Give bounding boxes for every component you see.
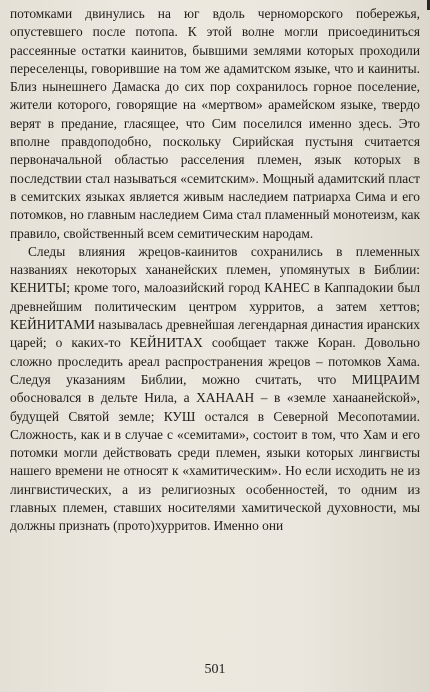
page-number: 501 bbox=[204, 662, 226, 677]
paragraph-1: потомками двинулись на юг вдоль черноморского побережья, опустевшего после потопа. К этой волне могли присоединиться рассеянные остатки каинитов, бывшими землями которых проходили переселенцы, говорившие на том же адамитском языке, что и каиниты. Близ нынешнего Дамаска до сих пор сохранилось горное поселение, жители которого, говорящие на «мертвом» арамейском языке, твердо верят в предание, гласящее, что Сим поселился именно здесь. Это вполне правдоподобно, поскольку Сирийская пустыня считается первоначальной областью расселения племен, язык которых в последствии стал называться «семитским». Мощный адамитский пласт в семитских языках является живым наследием патриарха Сима и его потомков, но главным наследием Сима стал пламенный монотеизм, как правило, свойственный всем семитическим народам. bbox=[10, 6, 420, 241]
body-text bbox=[10, 5, 420, 536]
paragraph-2: Следы влияния жрецов-каинитов сохранились в племенных названиях некоторых хананейских племен, упомянутых в Библии: КЕНИТЫ; кроме того, малоазийский город КАНЕС в Каппадокии был древнейшим политическим центром хурритов, а затем хеттов; КЕЙНИТАМИ называлась древнейшая легендарная династия иранских царей; о каких-то КЕЙНИТАХ сообщает также Коран. Довольно сложно проследить ареал распространения жрецов – потомков Хама. Следуя указаниям Библии, можно считать, что МИЦРАИМ обосновался в дельте Нила, а ХАНААН – в «земле ханаанейской», будущей Святой земле; КУШ остался в Северной Месопотамии. Сложность, как и в случае с «семитами», состоит в том, что Хам и его потомки могли действовать среди племен, языки которых лингвисты нашего времени не относят к «хамитическим». Но если исходить не из лингвистических, а из религиозных особенностей, то одним из главных племен, ставших носителями хамитической духовности, мы должны признать (прото)хурритов. Именно они bbox=[10, 243, 420, 534]
